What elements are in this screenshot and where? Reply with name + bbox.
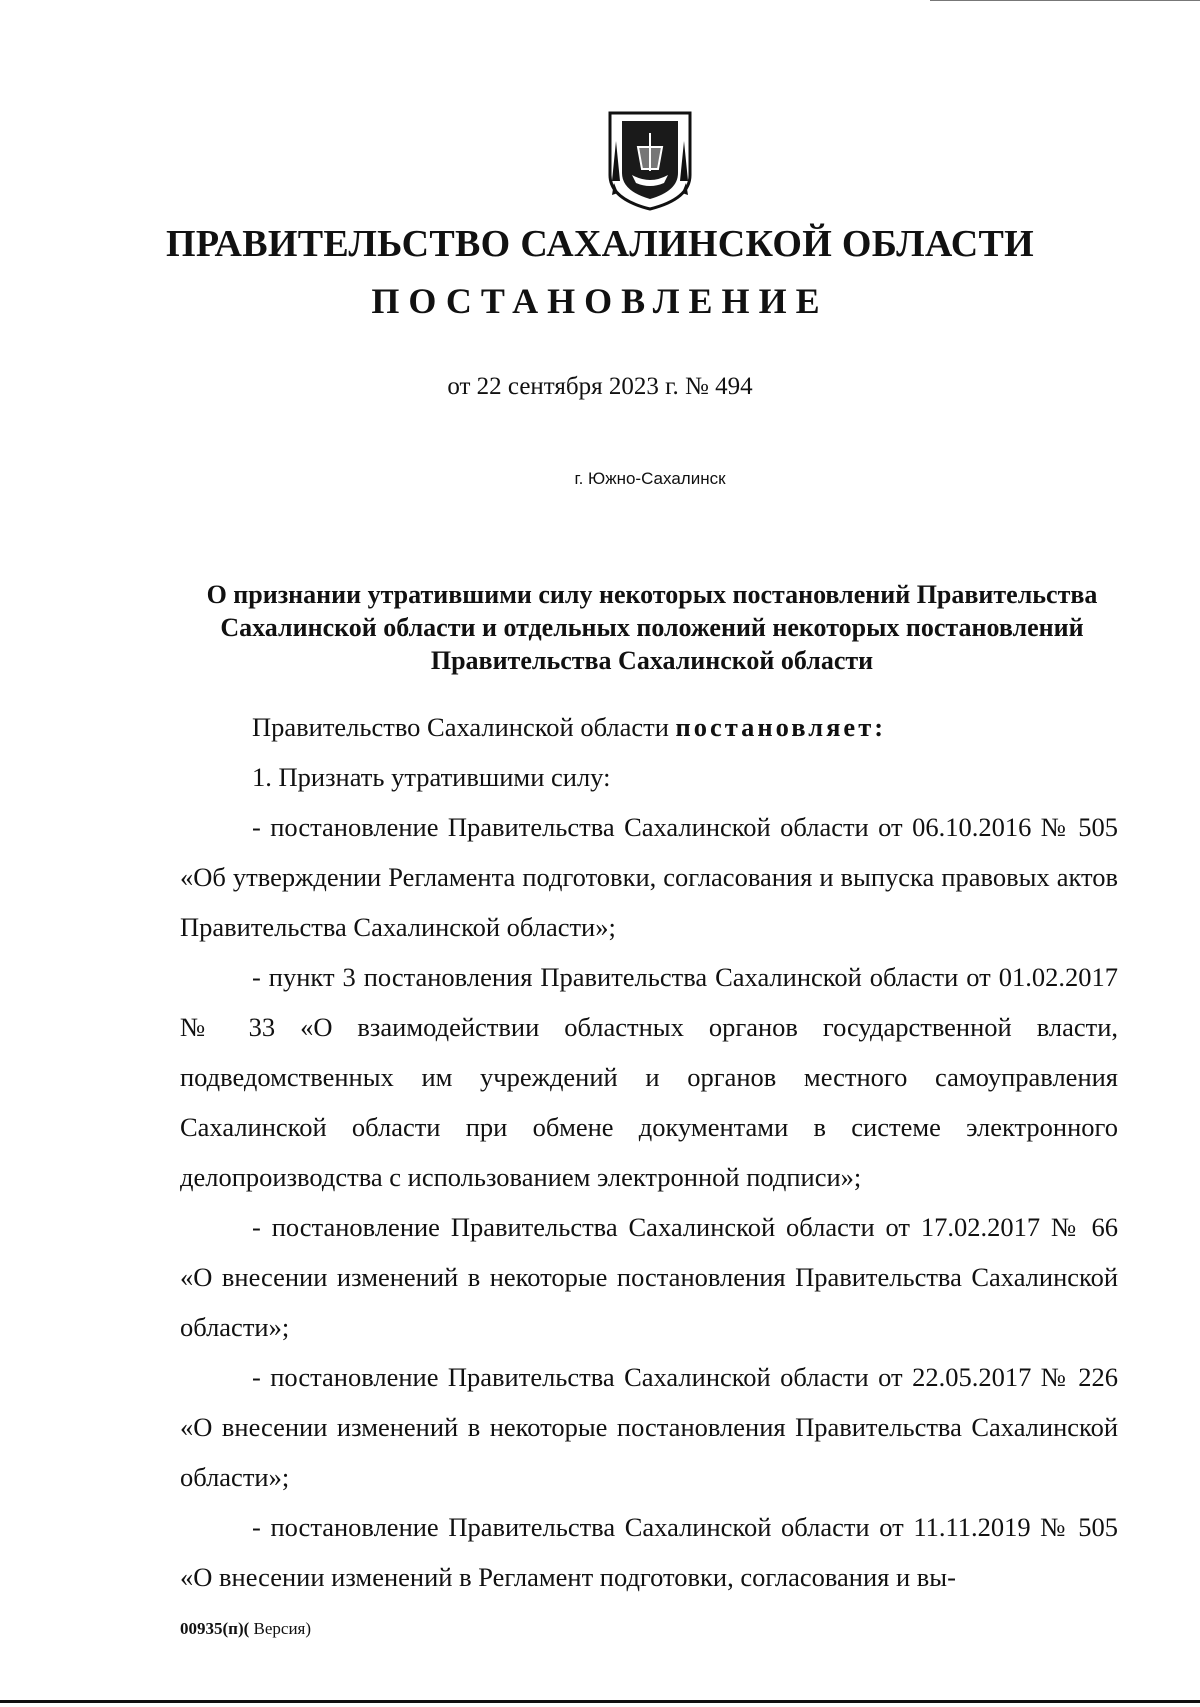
sakhalin-coat-of-arms-icon <box>604 111 696 211</box>
item-1: 1. Признать утратившими силу: <box>252 762 611 792</box>
footer-version: Версия) <box>249 1619 312 1638</box>
government-title: ПРАВИТЕЛЬСТВО САХАЛИНСКОЙ ОБЛАСТИ <box>166 223 1034 265</box>
preamble <box>180 702 1118 752</box>
clause-2: - пункт 3 постановления Правительства Сахалинской области от 01.02.2017 № 33 «О взаимодействии областных органов государственной власти, подведомственных им учреждений и органов местного самоуправления Сахалинской области при обмене документами в системе электронного делопроизводства с использованием электронной подписи»; <box>180 962 1118 1192</box>
document-city: г. Южно-Сахалинск <box>574 469 726 488</box>
footer-code-number: 00935(п)( <box>180 1619 250 1638</box>
document-subject: О признании утратившими силу некоторых постановлений Правительства Сахалинской области и отдельных положений некоторых постановлений Правительства Сахалинской области <box>206 580 1098 675</box>
footer-code <box>180 1619 311 1639</box>
bottom-edge-line <box>0 1700 1200 1703</box>
document-body <box>180 702 1118 1602</box>
top-edge-line <box>930 0 1200 1</box>
document-date-number: от 22 сентября 2023 г. № 494 <box>447 373 753 400</box>
preamble-text: Правительство Сахалинской области <box>252 712 669 742</box>
clause-5: - постановление Правительства Сахалинской области от 11.11.2019 № 505 «О внесении изменений в Регламент подготовки, согласования и вы- <box>180 1512 1118 1592</box>
clause-1: - постановление Правительства Сахалинской области от 06.10.2016 № 505 «Об утверждении Регламента подготовки, согласования и выпуска правовых актов Правительства Сахалинской области»; <box>180 812 1118 942</box>
preamble-keyword: постановляет: <box>675 712 887 742</box>
clause-4: - постановление Правительства Сахалинской области от 22.05.2017 № 226 «О внесении изменений в некоторые постановления Правительства Сахалинской области»; <box>180 1362 1118 1492</box>
clause-3: - постановление Правительства Сахалинской области от 17.02.2017 № 66 «О внесении изменений в некоторые постановления Правительства Сахалинской области»; <box>180 1212 1118 1342</box>
document-type: ПОСТАНОВЛЕНИЕ <box>371 281 829 321</box>
